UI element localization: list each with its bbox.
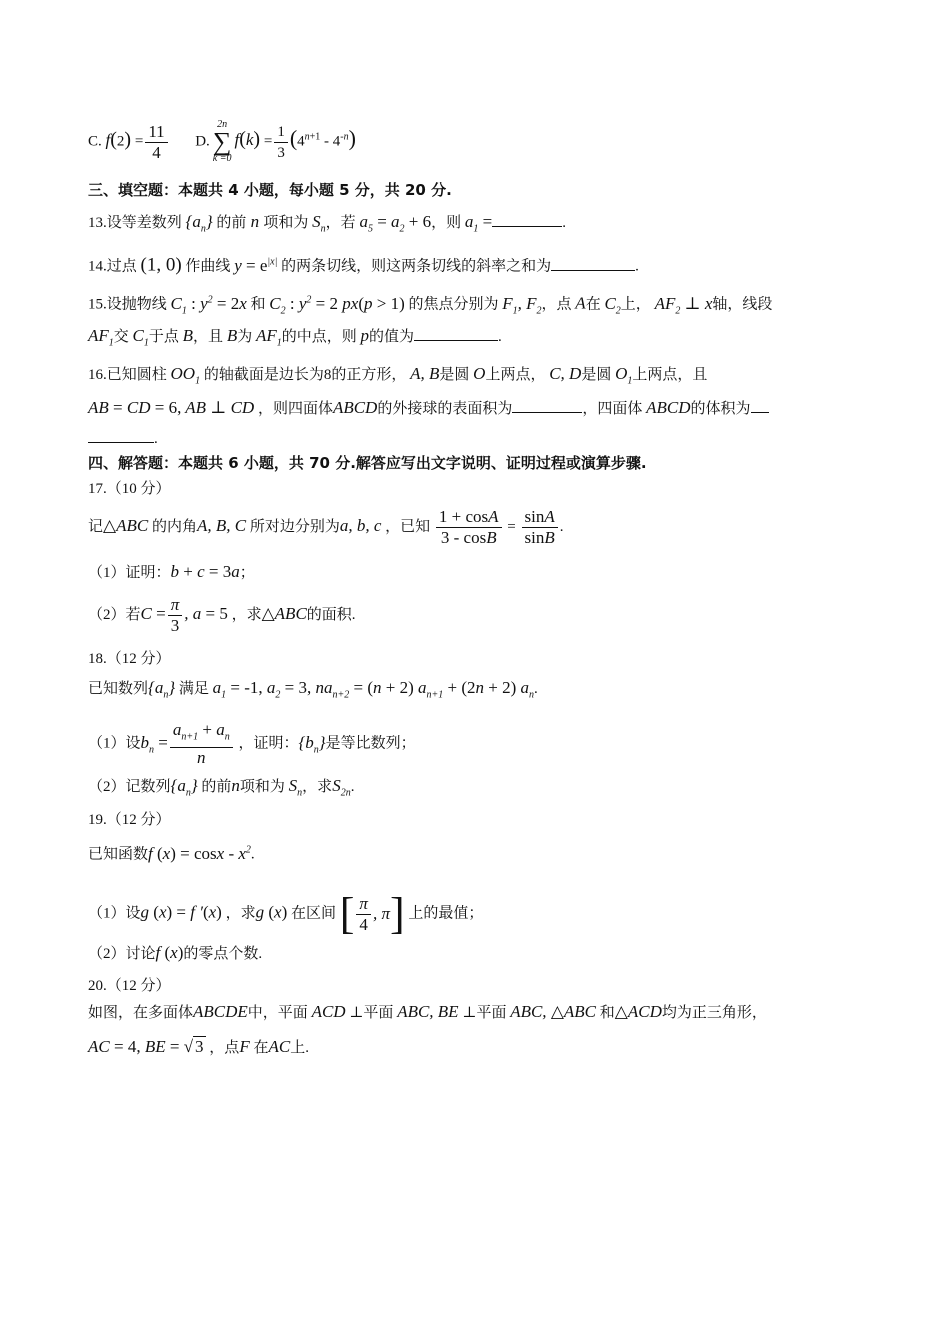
question-19-part-2: （2）讨论f (x)的零点个数. xyxy=(88,943,263,962)
q18-fraction: $\frac{a_{n+1} + a_n}{n}$ xyxy=(170,720,233,768)
question-19-header: 19.（12 分） xyxy=(88,812,171,828)
option-d-expression: f(k) xyxy=(234,128,261,151)
question-15: 15.设抛物线 $C_1$ : $y^2 = 2x$ 和 $C_2$ : $y^2 = 2$ px(p > 1) 的焦点分别为 $F_1$, $F_2$，点 A在 $C_2$上， $AF_2$ ⊥ x轴，线段 xyxy=(88,293,773,317)
option-d-label: D. xyxy=(195,133,210,150)
q19-interval: [ $\frac{\pi}{4}$ , π ] xyxy=(339,889,405,938)
option-c-label: C. xyxy=(88,133,102,150)
question-14: 14.过点 (1, 0) 作曲线 $y = e^{|x|}$ 的两条切线，则这两条切线的斜率之和为 . xyxy=(88,254,639,276)
question-20-header: 20.（12 分） xyxy=(88,978,171,994)
question-17-header: 17.（10 分） xyxy=(88,481,171,497)
answer-blank-16b-continued[interactable] xyxy=(88,428,154,443)
section-4-heading: 四、解答题：本题共 6 小题，共 70 分.解答应写出文字说明、证明过程或演算步骤. xyxy=(88,454,647,472)
question-18-header: 18.（12 分） xyxy=(88,651,171,667)
q17-fraction-right: $\frac{\sin A}{\sin B}$ xyxy=(522,507,558,548)
question-17-part-2: （2）若C = $\frac{\pi}{3}$ , a = 5 ，求△ABC的面积. xyxy=(88,595,356,635)
answer-blank-15[interactable] xyxy=(414,326,498,341)
question-17-part-1: （1）证明：b + c = 3a； xyxy=(88,562,255,581)
question-20-line-2: AC = 4, BE = √ 3 ，点F 在AC上. xyxy=(88,1037,309,1056)
answer-blank-16b[interactable] xyxy=(751,398,769,413)
options-c-d-line: C. f(2) = $\frac{11}{4}$ D. 2n ∑ k =0 f(k) = $\frac{1}{3}$ $(4^{n+1} - 4^{-n})$ xyxy=(88,119,356,164)
summation-icon: 2n ∑ k =0 xyxy=(212,119,232,164)
answer-blank-16a[interactable] xyxy=(512,398,582,413)
answer-blank-14[interactable] xyxy=(551,256,635,271)
option-c-expression: f xyxy=(105,130,111,150)
answer-blank-13[interactable] xyxy=(492,212,562,227)
question-18-stem: 已知数列$\{a_n\}$ 满足 $a_1 = -1$, $a_2 = 3$, $na_{n+2} = (n + 2) a_{n+1} + (2n + 2)$ $a_n$. xyxy=(88,678,538,701)
option-d-fraction: $\frac{1}{3}$ xyxy=(274,122,288,163)
q17-fraction-left: $\frac{1 + \cos A}{3 - \cos B}$ xyxy=(436,507,502,548)
question-20-stem: 如图，在多面体ABCDE中，平面 ACD ⊥平面 ABC, BE ⊥平面 ABC, △ABC 和△ACD均为正三角形， xyxy=(88,1002,767,1021)
question-17-stem: 记△ABC 的内角A, B, C 所对边分别为a, b, c ，已知 $\frac{1 + \cos A}{3 - \cos B}$ = $\frac{\sin A}{\sin B}$ . xyxy=(88,507,564,547)
section-3-heading: 三、填空题：本题共 4 小题，每小题 5 分，共 20 分. xyxy=(88,181,452,199)
question-18-part-1: （1）设$b_n$ = $\frac{a_{n+1} + a_n}{n}$ ，证明：$\{b_n\}$是等比数列； xyxy=(88,720,416,768)
question-13: 13.设等差数列 $\{a_n\}$ 的前 n 项和为 $S_n$，若 $a_5 = a_2 + 6$，则 $a_1$ = . xyxy=(88,212,566,235)
question-18-part-2: （2）记数列$\{a_n\}$ 的前n项和为 $S_n$，求$S_{2n}$. xyxy=(88,776,355,799)
q17-pi-fraction: $\frac{\pi}{3}$ xyxy=(168,595,183,636)
option-c-fraction: $\frac{11}{4}$ xyxy=(145,122,167,163)
question-19-stem: 已知函数f $(x) = \cos x - x^2$. xyxy=(88,843,255,863)
question-19-part-1: （1）设g (x) = f ′(x) ，求g (x) 在区间 [ $\frac{\pi}{4}$ , π ] 上的最值； xyxy=(88,889,484,938)
question-16-line-3: . xyxy=(88,428,158,449)
question-16-line-2: AB = CD = 6, AB ⊥ CD ，则四面体ABCD的外接球的表面积为 ，四面体 ABCD的体积为 xyxy=(88,398,769,419)
question-16: 16.已知圆柱 $OO_1$ 的轴截面是边长为8的正方形， A, B是圆 O上两点， C, D是圆 $O_1$上两点，且 xyxy=(88,364,708,387)
question-15-line-2: $AF_1$交 $C_1$于点 B，且 B为 $AF_1$的中点，则 p的值为 . xyxy=(88,326,502,349)
